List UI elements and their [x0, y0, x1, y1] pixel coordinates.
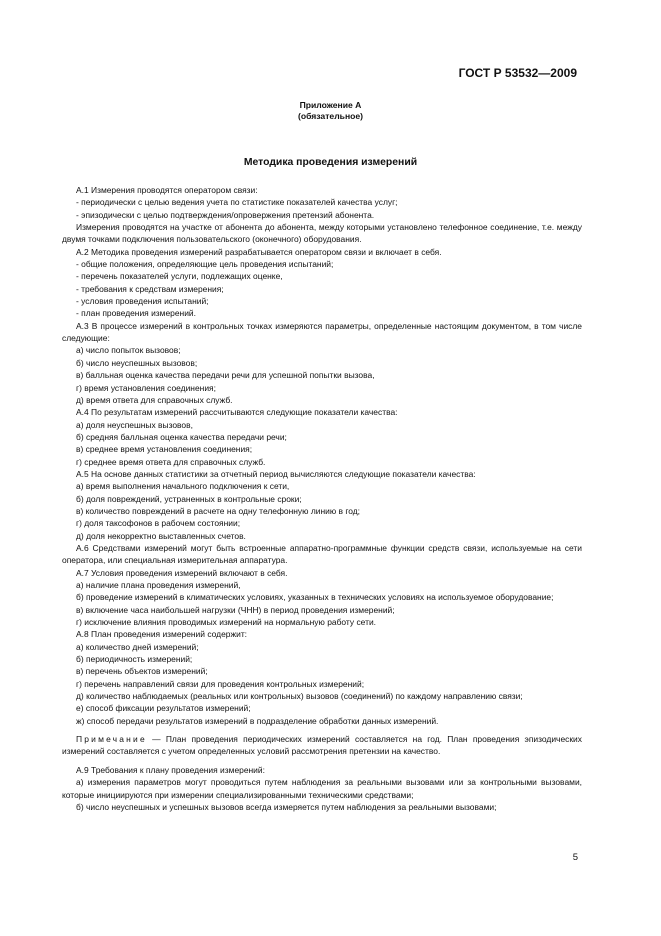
paragraph: а) наличие плана проведения измерений, [76, 580, 241, 590]
paragraph: - общие положения, определяющие цель проведения испытаний; [76, 259, 334, 270]
paragraph: А.7 Условия проведения измерений включают в себя. [76, 567, 288, 578]
paragraph: б) число неуспешных вызовов; [76, 357, 198, 368]
paragraph: А.2 Методика проведения измерений разрабатывается оператором связи и включает в себя. [76, 246, 442, 257]
paragraph: А.5 На основе данных статистики за отчетный период вычисляются следующие показатели качества: [76, 468, 476, 479]
paragraph: д) время ответа для справочных служб. [76, 394, 233, 405]
paragraph: г) исключение влияния проводимых измерений на нормальную работу сети. [76, 617, 376, 628]
page-number: 5 [572, 852, 578, 863]
paragraph: в) балльная оценка качества передачи речи для успешной попытки вызова, [76, 370, 375, 381]
paragraph: б) доля повреждений, устраненных в контрольные сроки; [76, 493, 302, 504]
paragraph: - требования к средствам измерения; [76, 283, 224, 294]
paragraph: в) перечень объектов измерений; [76, 666, 208, 677]
paragraph: а) число попыток вызовов; [76, 345, 181, 356]
paragraph: е) способ фиксации результатов измерений; [76, 703, 251, 714]
paragraph: г) среднее время ответа для справочных служб. [76, 456, 266, 467]
paragraph: г) время установления соединения; [76, 382, 216, 393]
note-label: Примечание [76, 734, 147, 745]
paragraph: в) включение часа наибольшей нагрузки (ЧНН) в период проведения измерений; [76, 604, 395, 615]
paragraph: б) проведение измерений в климатических условиях, указанных в технических условиях на используемое оборудование; [76, 592, 554, 603]
paragraph: А.4 По результатам измерений рассчитываются следующие показатели качества: [76, 407, 398, 418]
paragraph: д) доля некорректно выставленных счетов. [76, 530, 246, 541]
paragraph: а) время выполнения начального подключения к сети, [76, 481, 290, 492]
paragraph: г) доля таксофонов в рабочем состоянии; [76, 518, 241, 529]
paragraph: Измерения проводятся на участке от абонента до абонента, между которыми установлено телефонное соединение, т.е. между двумя точками подключения пользовательского (оконечного) оборудования. [62, 222, 582, 245]
paragraph: А.8 План проведения измерений содержит: [76, 629, 248, 640]
appendix-label: Приложение А [299, 100, 362, 110]
paragraph: а) количество дней измерений; [76, 641, 199, 652]
paragraph: а) измерения параметров могут проводиться путем наблюдения за реальными вызовами или за контрольными вызовами, которые инициируются при измерении специализированными техническими средствами; [62, 777, 582, 800]
paragraph: - периодически с целью ведения учета по статистике показателей качества услуг; [76, 197, 398, 208]
paragraph: г) перечень направлений связи для проведения контрольных измерений; [76, 678, 365, 689]
paragraph: А.6 Средствами измерений могут быть встроенные аппаратно-программные функции средств связи, используемые на сети оператора, или специальная измерительная аппаратура. [62, 542, 582, 566]
paragraph: б) средняя балльная оценка качества передачи речи; [76, 431, 287, 442]
paragraph: ж) способ передачи результатов измерений в подразделение обработки данных измерений. [76, 715, 439, 726]
paragraph: д) количество наблюдаемых (реальных или контрольных) вызовов (соединений) по каждому направлению связи; [76, 691, 523, 702]
document-code: ГОСТ Р 53532—2009 [458, 66, 577, 80]
note [62, 733, 582, 758]
paragraph: - план проведения измерений. [76, 308, 196, 319]
paragraph: А.1 Измерения проводятся оператором связи: [76, 185, 258, 195]
paragraph: А.3 В процессе измерений в контрольных точках измеряются параметры, определенные настоящим документом, в том числе следующие: [62, 320, 582, 344]
appendix-status: (обязательное) [297, 111, 364, 121]
paragraph: в) количество повреждений в расчете на одну телефонную линию в год; [76, 505, 361, 516]
paragraph: - эпизодически с целью подтверждения/опровержения претензий абонента. [76, 209, 375, 220]
paragraph: в) среднее время установления соединения; [76, 444, 253, 455]
paragraph: а) доля неуспешных вызовов, [76, 419, 193, 430]
paragraph: - перечень показателей услуги, подлежащих оценке, [76, 271, 283, 282]
note-text: — План проведения периодических измерений составляется на год. План проведения эпизодических измерений составляется с учетом определенных условий рассмотрения претензии на качество. [62, 734, 582, 757]
paragraph: А.9 Требования к плану проведения измерений: [76, 764, 265, 775]
paragraph: б) число неуспешных и успешных вызовов всегда измеряется путем наблюдения за реальными вызовами; [76, 801, 497, 812]
document-body [62, 184, 582, 813]
section-title: Методика проведения измерений [243, 157, 418, 168]
paragraph: б) периодичность измерений; [76, 654, 193, 665]
paragraph: - условия проведения испытаний; [76, 296, 209, 307]
